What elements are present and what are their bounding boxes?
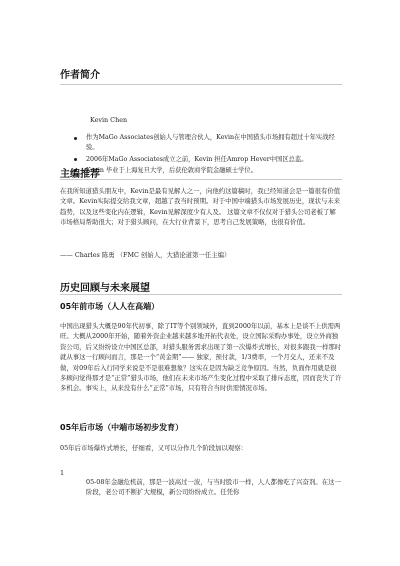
editor-recommendation-heading: 主编推荐 [60, 169, 100, 180]
history-divider [60, 294, 342, 295]
bullet-dot-icon [74, 158, 77, 161]
section2-title: 05年后市场（中端市场初步发育） [60, 423, 184, 432]
section1-title: 05年前市场（人人在高端） [60, 302, 160, 311]
list-item-body: 05-08年金融危机前，那是一波高过一波，与当时股市一样，人人都像吃了兴奋剂。在这一阶段，老公司不断扩大规模，新公司纷纷成立。任凭你 [86, 478, 341, 497]
section2-body: 05年后市场爆炸式增长，仔细看，又可以分作几个阶段加以观察： [60, 444, 248, 452]
about-author-heading: 作者简介 [60, 70, 100, 81]
bullet-dot-icon [74, 137, 77, 140]
author-bullet-item: 2006年MaGo Associates成立之前，Kevin 担任Amrop Hever中国区总监。 [70, 155, 342, 165]
author-bullet-list [70, 133, 342, 177]
history-heading: 历史回顾与未来展望 [60, 283, 150, 294]
author-bullet-item: Kevin 毕业于上海复旦大学，后获伦敦商学院金融硕士学位。 [70, 166, 342, 176]
editor-signature: —— Charles 陈勇 （FMC 创始人，大猎论道第一任主编） [60, 251, 231, 259]
author-name: Kevin Chen [90, 116, 128, 124]
section1-body: 中国出现猎头大概是90年代初事，除了IT等个别领域外，直到2000年以前，基本上是谈不上供需两旺。大概从2000年开始，随着外资企业越来越多地开拓代表处，设立国际采购办事处，设立外商独资公司，后又纷纷设立中国区总部，对猎头服务需求出现了第一次爆炸式增长，对很多跟我一样那时就从事这一行顾问而言，那是一个“黄金期”—— 独家，预付款，1/3费率，一个月交人，还来不及做，对09年后入行同学来说是不是很难想象？这实在是因为缺乏竞争原因。当然，负面作用就是很多顾问觉得那才是“正常”猎头市场，他们在未来市场产生变化过程中采取了排斥态度，因而丧失了许多机会。事实上，从来没有什么“正常”市场，只有符合当时供需情况市场。 [60, 322, 342, 393]
about-author-divider [60, 84, 342, 85]
author-bullet-item: 作为MaGo Associates创始人与管理合伙人，Kevin在中国猎头市场拥有超过十年实战经验。 [70, 133, 342, 154]
editor-recommendation-body: 在我所知道猎头朋友中，Kevin是最有见解人之一，向他约这篇稿时，我已经知道会是一篇很有价值文章。Kevin实际提交给我文章，超越了我当时预期。对于中国中端猎头市场发展历史，现状与未来趋势，以及这些变化内在逻辑，Kevin见解深度少有人及。 这篇文章不仅仅对于猎头公司老板了解市场格局帮助很大；对于猎头顾问，在大行业背景下，思考自己发展策略，也很有价值。 [60, 187, 341, 227]
editor-recommendation-divider [60, 179, 342, 180]
list-item-number: 1 [60, 469, 65, 477]
